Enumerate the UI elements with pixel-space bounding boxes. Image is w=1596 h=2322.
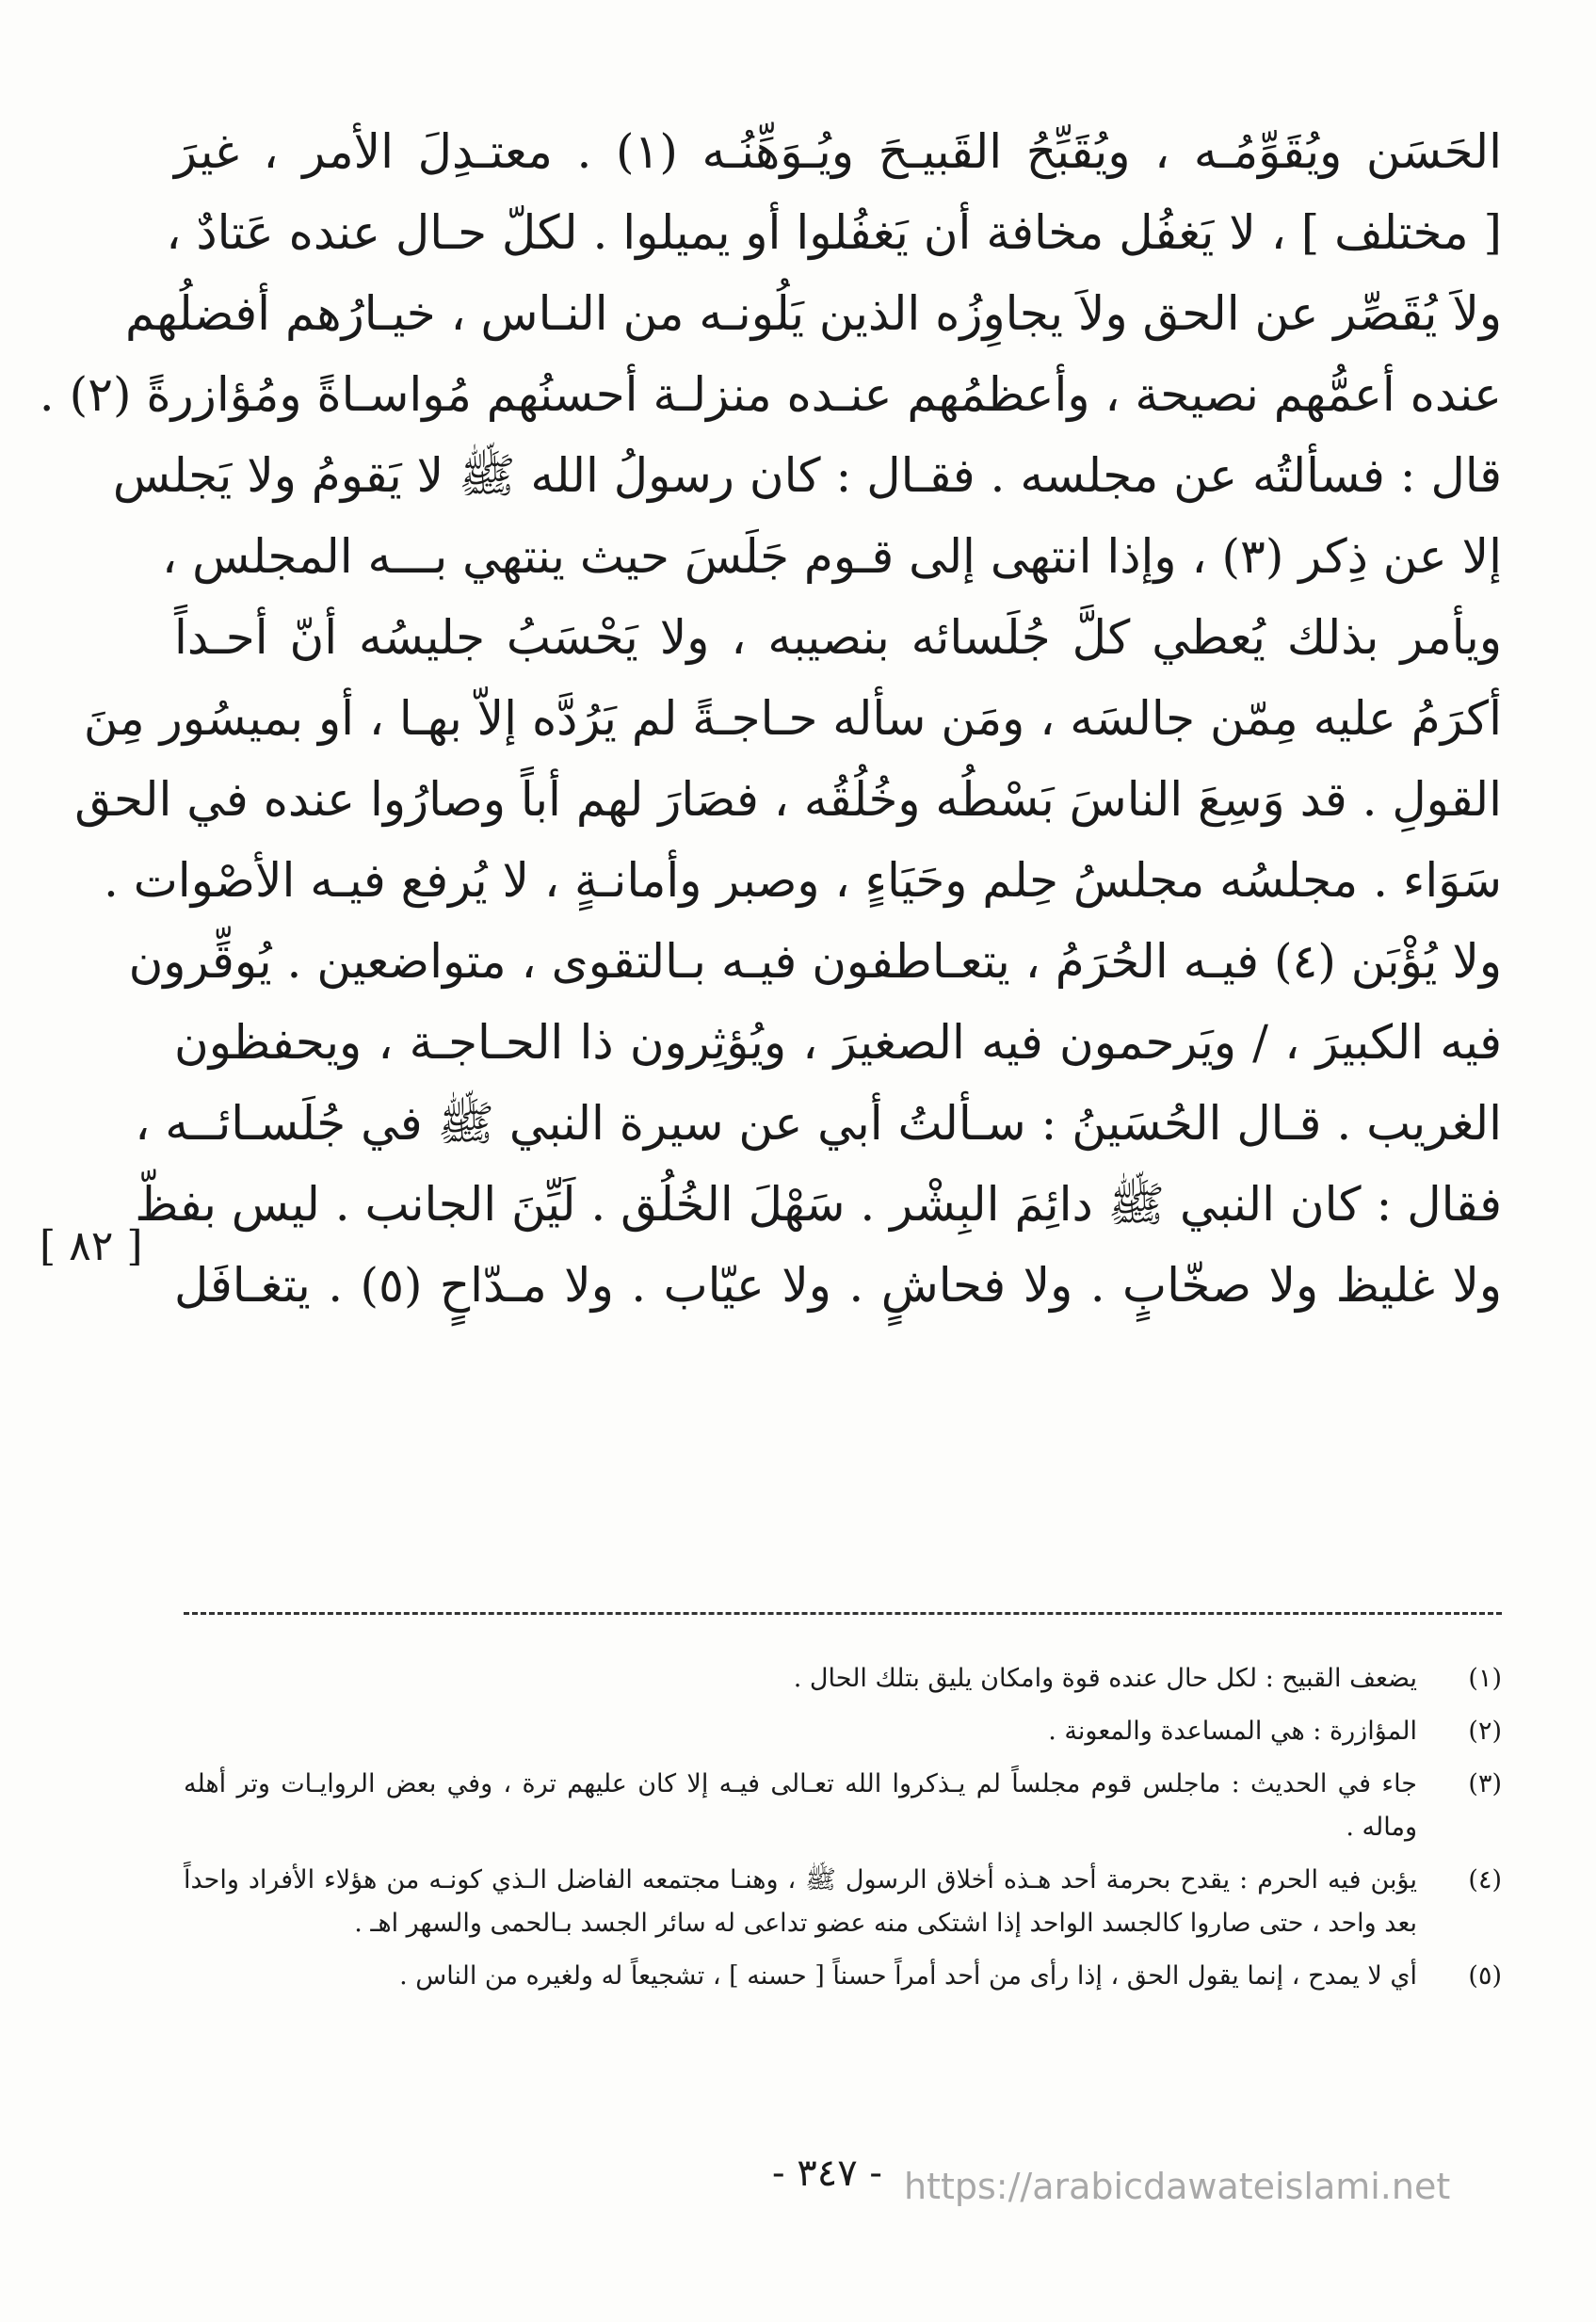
text-line: إلا عن ذِكر (٣) ، وإذا انتهى إلى قـوم جَلَسَ حيث ينتهي بـــه المجلس ، (162, 529, 1502, 584)
footnote (184, 1710, 1502, 1753)
footnote-number: (١) (1468, 1664, 1502, 1693)
footnote-number: (٢) (1468, 1717, 1502, 1746)
text-line: أكرَمُ عليه مِمّن جالسَه ، ومَن سأله حـاجـةً لم يَرُدَّه إلاّ بهـا ، أو بميسُور مِنَ (83, 691, 1502, 746)
watermark-url: https://arabicdawateislami.net (904, 2166, 1451, 2207)
page-number: - ٣٤٧ - (772, 2152, 882, 2195)
text-line: فيه الكبيرَ ، / ويَرحمون فيه الصغيرَ ، ويُؤثِرون ذا الحـاجـة ، ويحفظون (174, 1015, 1502, 1070)
text-line: الحَسَن ويُقَوِّمُـه ، ويُقَبِّحُ القَبيـحَ ويُـوَهِّنُـه (١) . معتـدِلَ الأمر ، غيرَ (174, 124, 1502, 179)
footnote (184, 1763, 1502, 1849)
footnotes (184, 1657, 1502, 2008)
footnote-text: يضعف القبيح : لكل حال عنده قوة وامكان يليق بتلك الحال . (793, 1664, 1417, 1693)
footnote-text: يؤبن فيه الحرم : يقدح بحرمة أحد هـذه أخلاق الرسول ﷺ ، وهنـا مجتمعه الفاضل الـذي كونـه من هؤلاء الأفراد واحداً بعد واحد ، حتى صاروا كالجسد الواحد إذا اشتكى منه عضو تداعى له سائر الجسد بـالحمى والسهر اهـ . (184, 1865, 1417, 1938)
text-line: فقال : كان النبي ﷺ دائِمَ البِشْر . سَهْلَ الخُلُق . لَيِّنَ الجانب . ليس بفظّ (135, 1177, 1502, 1232)
footnote-text: أي لا يمدح ، إنما يقول الحق ، إذا رأى من أحد أمراً حسناً [ حسنه ] ، تشجيعاً له ولغيره من الناس . (399, 1961, 1417, 1991)
text-line: ولا يُؤْبَن (٤) فيـه الحُرَمُ ، يتعـاطفون فيـه بـالتقوى ، متواضعين . يُوقِّرون (128, 934, 1502, 989)
footnote-number: (٣) (1468, 1769, 1502, 1798)
text-line: سَوَاء . مجلسُه مجلسُ حِلم وحَيَاءٍ ، وصبر وأمانـةٍ ، لا يُرفع فيـه الأصْوات . (103, 853, 1502, 908)
footnote (184, 1859, 1502, 1945)
text-line: الغريب . قـال الحُسَينُ : سـألتُ أبي عن سيرة النبي ﷺ في جُلَسـائــه ، (135, 1096, 1502, 1151)
text-line: [ مختلف ] ، لا يَغفُل مخافة أن يَغفُلوا أو يميلوا . لكلّ حـال عنده عَتادٌ ، (166, 205, 1502, 260)
margin-page-reference: [ ٨٢ ] (40, 1222, 143, 1270)
footnote (184, 1955, 1502, 1998)
footnote-text: جاء في الحديث : ماجلس قوم مجلساً لم يـذكروا الله تعـالى فيـه إلا كان عليهم ترة ، وفي بعض الروايـات وتر أهله وماله . (184, 1769, 1417, 1842)
footnote (184, 1657, 1502, 1701)
text-line: قال : فسألتُه عن مجلسه . فقـال : كان رسولُ الله ﷺ لا يَقومُ ولا يَجلس (112, 448, 1502, 503)
text-line: عنده أعمُّهم نصيحة ، وأعظمُهم عنـده منزلـة أحسنُهم مُواسـاةً ومُؤازرةً (٢) . (39, 367, 1502, 422)
text-line: ولاَ يُقَصِّر عن الحق ولاَ يجاوِزُه الذين يَلُونـه من النـاس ، خيـارُهم أفضلُهم (125, 286, 1502, 341)
text-line: ولا غليظ ولا صخّابٍ . ولا فحاشٍ . ولا عيّاب . ولا مـدّاحٍ (٥) . يتغـافَل (174, 1258, 1502, 1313)
text-line: القولِ . قد وَسِعَ الناسَ بَسْطُه وخُلُقُه ، فصَارَ لهم أباً وصارُوا عنده في الحق (74, 772, 1502, 827)
footnote-text: المؤازرة : هي المساعدة والمعونة . (1048, 1717, 1417, 1746)
footnote-separator (184, 1612, 1502, 1615)
text-line: ويأمر بذلك يُعطي كلَّ جُلَسائه بنصيبه ، ولا يَحْسَبُ جليسُه أنّ أحـداً (174, 610, 1502, 665)
footnote-number: (٤) (1468, 1865, 1502, 1895)
footnote-number: (٥) (1468, 1961, 1502, 1991)
